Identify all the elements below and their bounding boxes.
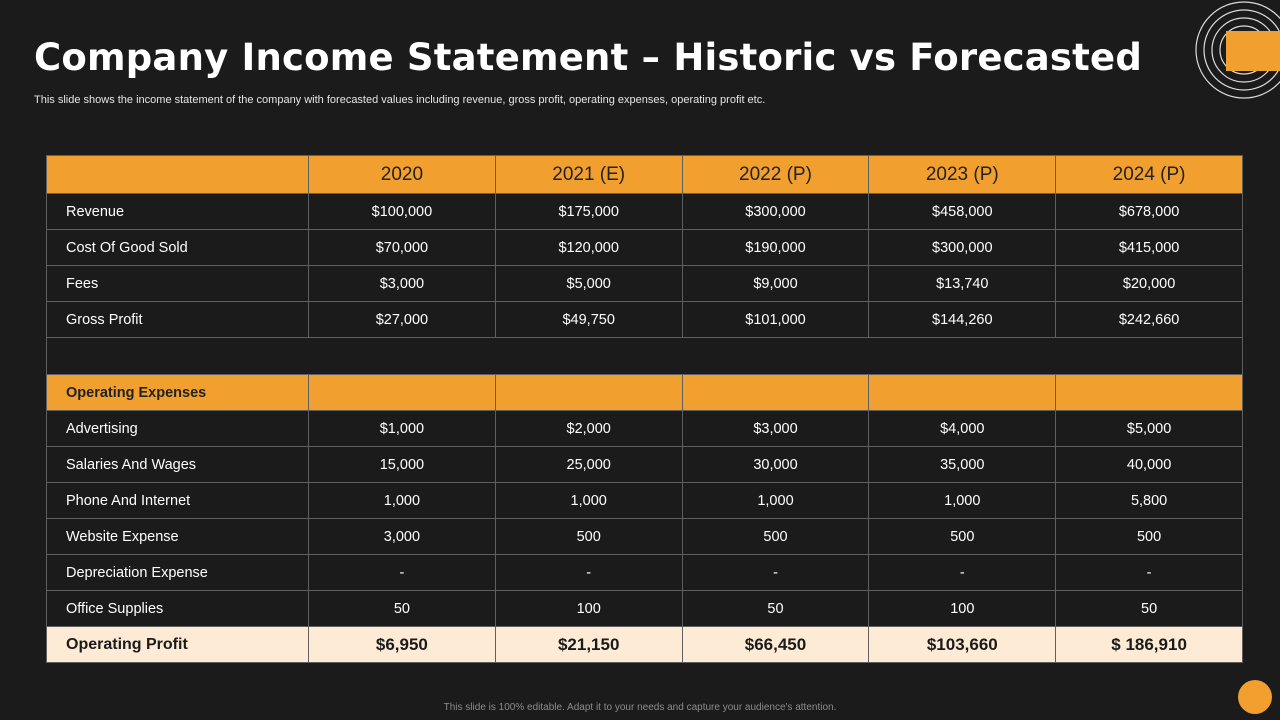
table-row: [47, 230, 1243, 266]
table-cell: 500: [682, 519, 869, 555]
table-cell: $2,000: [495, 411, 682, 447]
table-cell: $101,000: [682, 302, 869, 338]
table-row: [47, 266, 1243, 302]
table-cell: $5,000: [1056, 411, 1243, 447]
table-cell: $458,000: [869, 194, 1056, 230]
header-year-cell: 2022 (P): [682, 156, 869, 194]
table-cell: $6,950: [309, 627, 496, 663]
table-cell: $300,000: [682, 194, 869, 230]
section-header-row: [47, 375, 1243, 411]
table-cell: 1,000: [682, 483, 869, 519]
table-cell: -: [309, 555, 496, 591]
table-cell: $300,000: [869, 230, 1056, 266]
table-cell: $175,000: [495, 194, 682, 230]
table-row: [47, 555, 1243, 591]
table-cell: -: [682, 555, 869, 591]
table-cell: $144,260: [869, 302, 1056, 338]
table-cell: $3,000: [682, 411, 869, 447]
table-cell: $190,000: [682, 230, 869, 266]
concentric-circles-decoration: [1180, 0, 1280, 100]
table-header-row: [47, 156, 1243, 194]
spacer-cell: [47, 338, 1243, 375]
table-cell: 50: [682, 591, 869, 627]
table-cell: 1,000: [309, 483, 496, 519]
section-cell: [869, 375, 1056, 411]
table-cell: 500: [869, 519, 1056, 555]
table-cell: -: [495, 555, 682, 591]
income-statement-table: [46, 155, 1242, 663]
section-cell: [1056, 375, 1243, 411]
table-cell: -: [1056, 555, 1243, 591]
table-cell: 500: [495, 519, 682, 555]
table-row: [47, 411, 1243, 447]
table-cell: 25,000: [495, 447, 682, 483]
table-cell: 100: [495, 591, 682, 627]
table-cell: $13,740: [869, 266, 1056, 302]
page-title: Company Income Statement – Historic vs Forecasted: [34, 36, 1143, 79]
table-cell: 50: [1056, 591, 1243, 627]
table-row: [47, 591, 1243, 627]
table-cell: $21,150: [495, 627, 682, 663]
table-cell: $242,660: [1056, 302, 1243, 338]
table-cell: -: [869, 555, 1056, 591]
row-label: Office Supplies: [47, 591, 309, 627]
section-cell: [682, 375, 869, 411]
table-cell: $49,750: [495, 302, 682, 338]
table-cell: $20,000: [1056, 266, 1243, 302]
table-cell: 5,800: [1056, 483, 1243, 519]
table-cell: $103,660: [869, 627, 1056, 663]
row-label: Advertising: [47, 411, 309, 447]
table-cell: $100,000: [309, 194, 496, 230]
section-label: Operating Expenses: [47, 375, 309, 411]
page-subtitle: This slide shows the income statement of the company with forecasted values including revenue, gross profit, operating expenses, operating profit etc.: [34, 94, 766, 106]
table-cell: $120,000: [495, 230, 682, 266]
table-cell: $1,000: [309, 411, 496, 447]
row-label: Depreciation Expense: [47, 555, 309, 591]
row-label: Salaries And Wages: [47, 447, 309, 483]
table-cell: 50: [309, 591, 496, 627]
table-row: [47, 519, 1243, 555]
corner-circle-decoration: [1238, 680, 1272, 714]
section-cell: [495, 375, 682, 411]
table-cell: $4,000: [869, 411, 1056, 447]
row-label: Fees: [47, 266, 309, 302]
table-cell: $5,000: [495, 266, 682, 302]
header-year-cell: 2023 (P): [869, 156, 1056, 194]
table-cell: $678,000: [1056, 194, 1243, 230]
table-cell: 15,000: [309, 447, 496, 483]
table-row: [47, 194, 1243, 230]
row-label: Cost Of Good Sold: [47, 230, 309, 266]
table-cell: 30,000: [682, 447, 869, 483]
table-cell: $27,000: [309, 302, 496, 338]
table-cell: $415,000: [1056, 230, 1243, 266]
table-cell: 1,000: [495, 483, 682, 519]
row-label: Website Expense: [47, 519, 309, 555]
table-cell: 3,000: [309, 519, 496, 555]
header-year-cell: 2024 (P): [1056, 156, 1243, 194]
table-cell: $70,000: [309, 230, 496, 266]
table-cell: 40,000: [1056, 447, 1243, 483]
table-row: [47, 302, 1243, 338]
table-cell: $ 186,910: [1056, 627, 1243, 663]
table-cell: $66,450: [682, 627, 869, 663]
table-cell: 1,000: [869, 483, 1056, 519]
row-label: Gross Profit: [47, 302, 309, 338]
table-cell: 35,000: [869, 447, 1056, 483]
table-row: [47, 447, 1243, 483]
table-cell: $3,000: [309, 266, 496, 302]
operating-profit-row: [47, 627, 1243, 663]
header-year-cell: 2021 (E): [495, 156, 682, 194]
section-cell: [309, 375, 496, 411]
row-label: Phone And Internet: [47, 483, 309, 519]
header-label-cell: [47, 156, 309, 194]
table-row: [47, 483, 1243, 519]
row-label: Operating Profit: [47, 627, 309, 663]
row-label: Revenue: [47, 194, 309, 230]
spacer-row: [47, 338, 1243, 375]
table-cell: $9,000: [682, 266, 869, 302]
footer-note: This slide is 100% editable. Adapt it to your needs and capture your audience's attention.: [443, 702, 837, 713]
header-year-cell: 2020: [309, 156, 496, 194]
table-cell: 100: [869, 591, 1056, 627]
table-cell: 500: [1056, 519, 1243, 555]
